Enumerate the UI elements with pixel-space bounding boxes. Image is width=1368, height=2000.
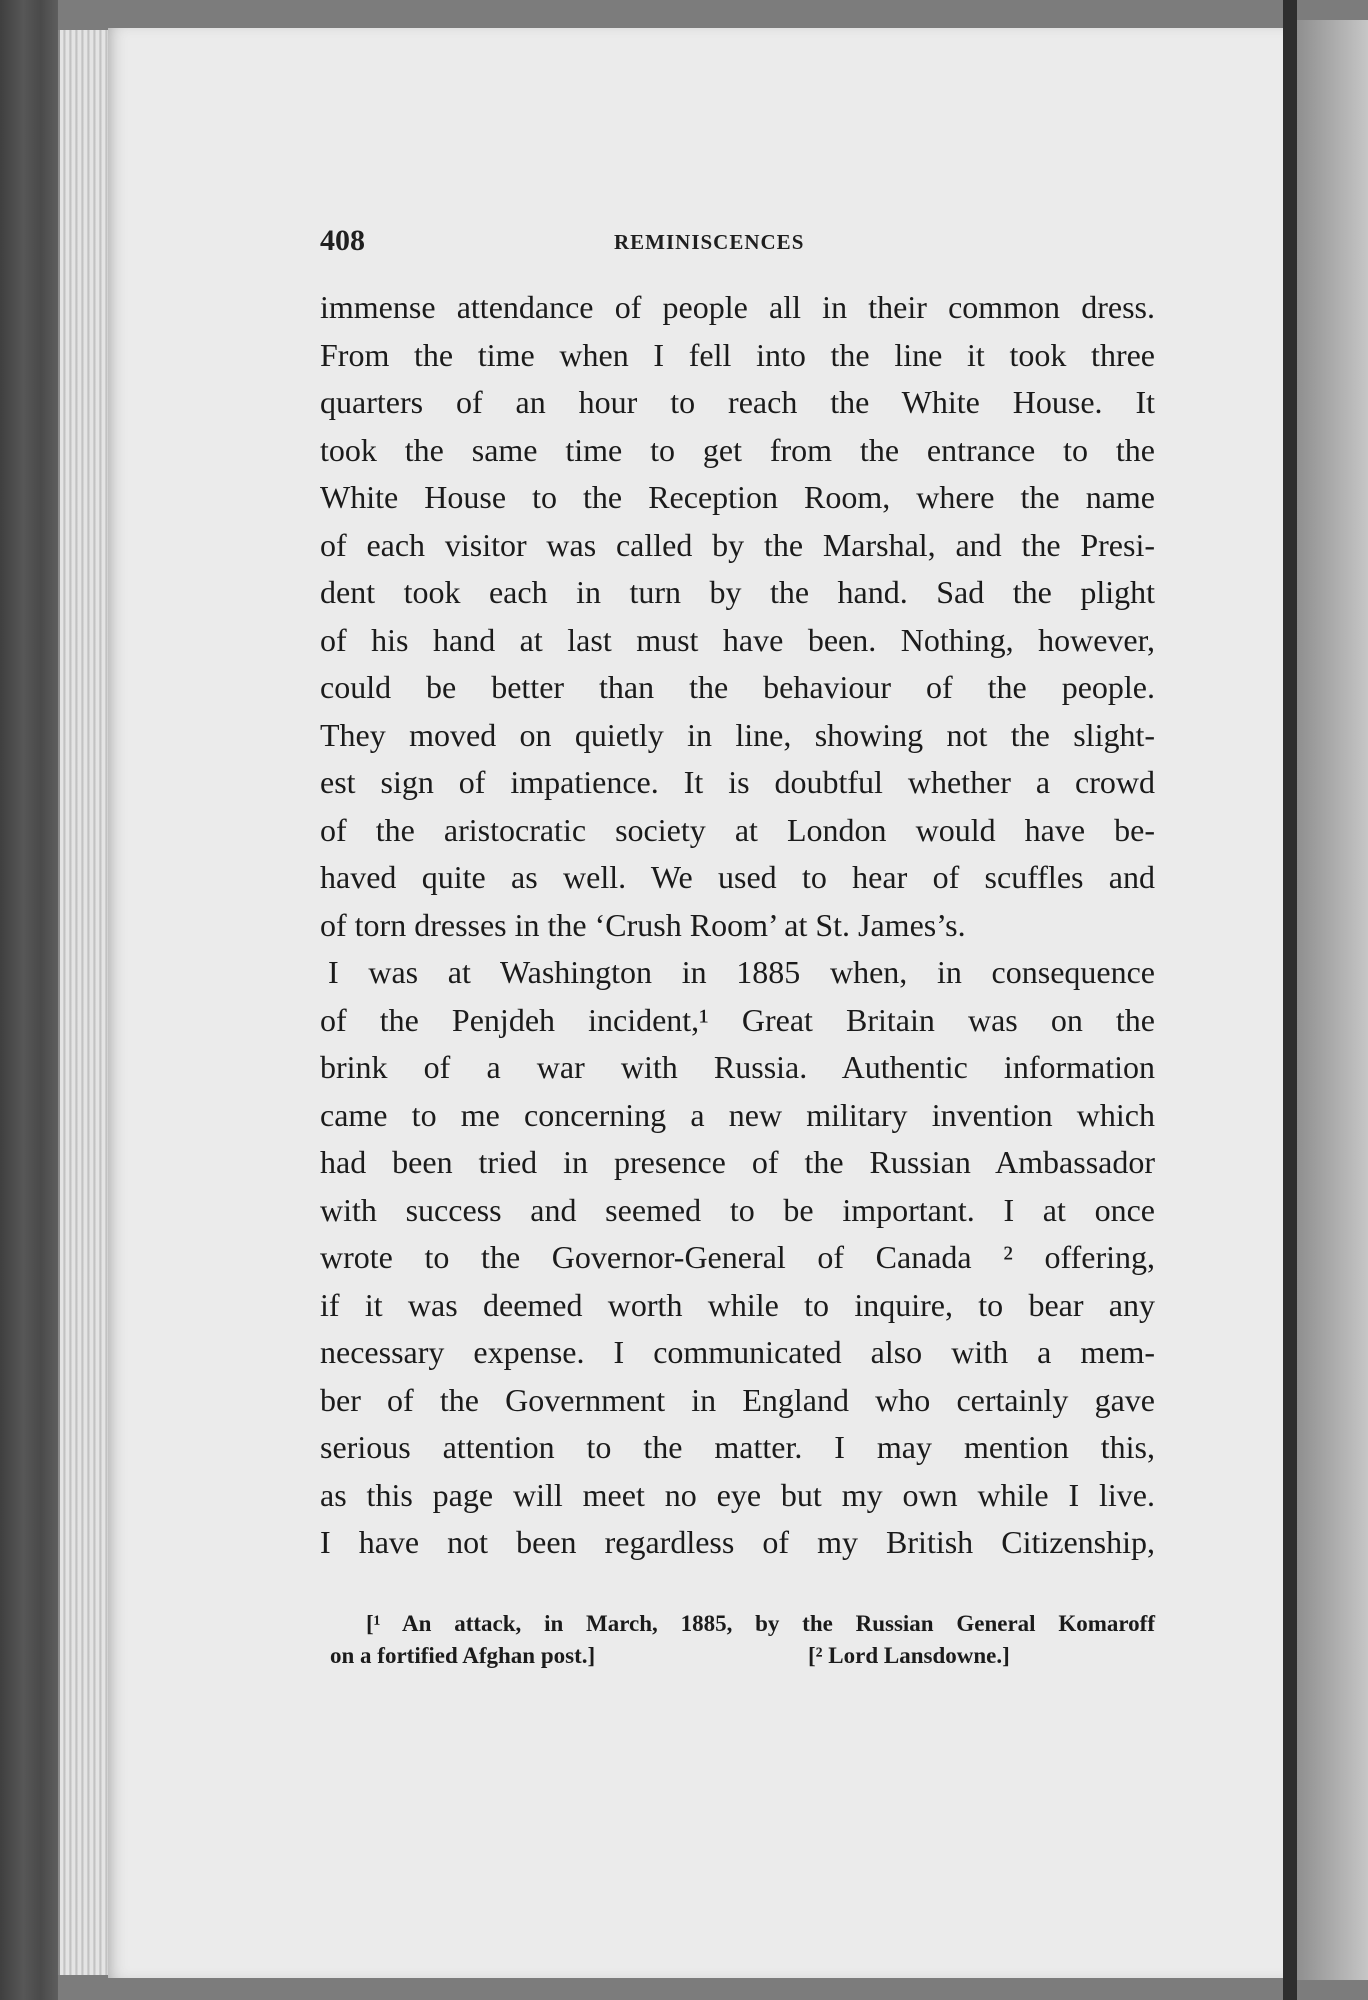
page-header: [320, 224, 860, 264]
text-line: with success and seemed to be important. I at once: [320, 1191, 1155, 1228]
text-line: if it was deemed worth while to inquire, to bear any: [320, 1286, 1155, 1323]
footnote-row: [330, 1640, 1155, 1672]
body-text: [320, 284, 1155, 1567]
text-line: of each visitor was called by the Marshal, and the Presi-: [320, 526, 1155, 563]
text-line: brink of a war with Russia. Authentic information: [320, 1049, 1155, 1085]
text-line: of torn dresses in the ‘Crush Room’ at St. James’s.: [320, 906, 966, 943]
facing-page-edge: [1297, 20, 1368, 1980]
text-line: haved quite as well. We used to hear of scuffles and: [320, 859, 1155, 895]
text-line: est sign of impatience. It is doubtful whether a crowd: [320, 764, 1155, 800]
text-line: ber of the Government in England who certainly gave: [320, 1381, 1155, 1418]
text-line: quarters of an hour to reach the White House. It: [320, 384, 1155, 420]
text-line: White House to the Reception Room, where the name: [320, 479, 1155, 515]
text-line: of the Penjdeh incident,¹ Great Britain was on the: [320, 1001, 1155, 1038]
text-line: necessary expense. I communicated also with a mem-: [320, 1334, 1155, 1370]
text-line: could be better than the behaviour of the people.: [320, 669, 1155, 705]
footnote-2: [² Lord Lansdowne.]: [808, 1643, 1010, 1668]
book-gutter: [1283, 0, 1297, 2000]
text-line: I was at Washington in 1885 when, in consequence: [328, 954, 1155, 990]
book-block-edge: [0, 0, 58, 2000]
text-line: dent took each in turn by the hand. Sad the plight: [320, 574, 1155, 610]
text-line: I have not been regardless of my British Citizenship,: [320, 1524, 1155, 1560]
text-line: wrote to the Governor-General of Canada ² offering,: [320, 1239, 1155, 1275]
text-line: immense attendance of people all in their common dress.: [320, 289, 1155, 325]
footnotes: [330, 1608, 1155, 1672]
text-line: had been tried in presence of the Russian Ambassador: [320, 1144, 1155, 1180]
text-line: of the aristocratic society at London would have be-: [320, 811, 1155, 848]
page-number: 408: [320, 224, 365, 257]
text-line: of his hand at last must have been. Nothing, however,: [320, 621, 1155, 658]
running-head: REMINISCENCES: [614, 230, 805, 254]
page-edges: [58, 30, 112, 1975]
text-line: serious attention to the matter. I may mention this,: [320, 1429, 1155, 1465]
footnote-1: [¹ An attack, in March, 1885, by the Russian General Komaroff: [366, 1611, 1155, 1636]
footnote-1-continued: on a fortified Afghan post.]: [330, 1643, 596, 1668]
text-line: They moved on quietly in line, showing not the slight-: [320, 716, 1155, 753]
text-line: as this page will meet no eye but my own while I live.: [320, 1476, 1155, 1513]
text-line: From the time when I fell into the line it took three: [320, 336, 1155, 373]
text-line: came to me concerning a new military invention which: [320, 1096, 1155, 1133]
text-line: took the same time to get from the entrance to the: [320, 431, 1155, 468]
